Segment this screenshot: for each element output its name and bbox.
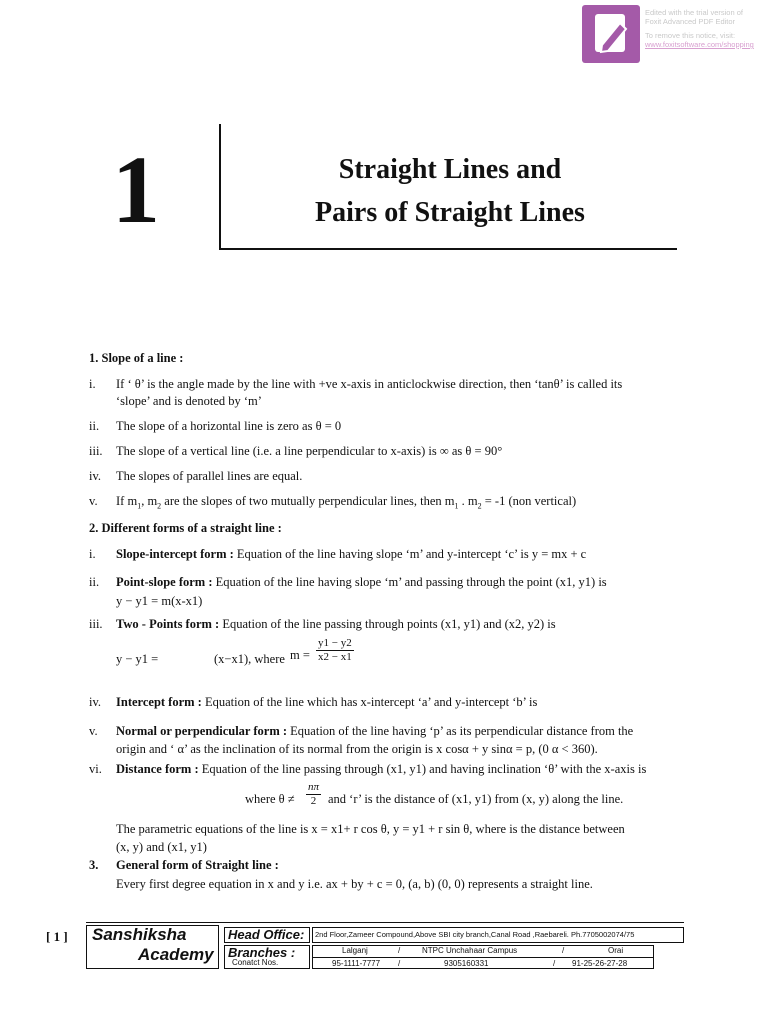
branch-name: Lalganj [342,946,368,955]
equation: y − y1 = m(x-x1) [116,594,203,608]
item-text: Intercept form : Equation of the line which has x-intercept ‘a’ and y-intercept ‘b’ is [116,695,538,709]
brand-name-line2: Academy [138,945,214,964]
contact-numbers-label: Conatct Nos. [232,958,279,967]
item-text: Slope-intercept form : Equation of the line having slope ‘m’ and y-intercept ‘c’ is y = mx + c [116,547,587,561]
fraction: $\frac{n\pi}{2}$ [308,781,320,807]
section-heading: General form of Straight line : [116,858,279,872]
equation: and ‘r’ is the distance of (x1, y1) from (x, y) along the line. [328,792,624,806]
branches-table-divider [312,957,654,958]
chapter-number: 1 [112,136,160,243]
equation: where θ ≠ [245,792,295,806]
item-number: i. [89,547,96,561]
branch-separator: / [562,946,565,955]
footer-rule [86,922,684,923]
branch-separator: / [398,946,401,955]
watermark-line: Edited with the trial version of [645,8,743,17]
equation: (x−x1), where [214,652,285,666]
item-number: vi. [89,762,102,776]
section-heading: 1. Slope of a line : [89,351,184,365]
watermark-logo [582,5,640,63]
chapter-title-line2: Pairs of Straight Lines [315,197,585,228]
item-text: Every first degree equation in x and y i.e. ax + by + c = 0, (a, b) (0, 0) represents a straight line. [116,877,593,891]
chapter-title [230,148,670,234]
head-office-label: Head Office: [224,927,310,943]
item-number: v. [89,494,98,508]
item-text: The slope of a vertical line (i.e. a line perpendicular to x-axis) is ∞ as θ = 90° [116,444,503,458]
section-heading: 2. Different forms of a straight line : [89,521,282,535]
branches-label: Branches : [224,945,310,969]
item-text: (x, y) and (x1, y1) [116,840,207,854]
phone-separator: / [553,959,556,968]
pen-edit-icon [582,5,640,63]
brand-name-line1: Sanshiksha [92,925,187,944]
fraction: $\frac{y1 - y2}{x2 - x1}$ [318,637,352,663]
phone-number: 95-1111-7777 [332,959,381,968]
watermark-line: To remove this notice, visit: [645,31,736,40]
item-text: Normal or perpendicular form : Equation of the line having ‘p’ as its perpendicular distance from the [116,724,634,738]
watermark-link[interactable]: www.foxitsoftware.com/shopping [645,40,754,49]
item-text: The slope of a horizontal line is zero as θ = 0 [116,419,342,433]
item-number: iii. [89,617,103,631]
item-number: iii. [89,444,103,458]
page-number: [ 1 ] [46,929,68,944]
item-text: If ‘ θ’ is the angle made by the line with +ve x-axis in anticlockwise direction, then ‘tanθ’ is called its [116,377,623,391]
item-text: The parametric equations of the line is x = x1+ r cos θ, y = y1 + r sin θ, where is the distance between [116,822,625,836]
equation: m = [290,648,310,662]
item-text: If $m_1$, $m_2$ are the slopes of two mutually perpendicular lines, then $m_1$ . $m_2 = -1$ (non vertical) [116,494,577,511]
branch-name: Orai [608,946,624,955]
item-text: Point-slope form : Equation of the line having slope ‘m’ and passing through the point (x1, y1) is [116,575,607,589]
item-number: ii. [89,419,100,433]
item-text: The slopes of parallel lines are equal. [116,469,303,483]
item-text: ‘slope’ and is denoted by ‘m’ [116,394,262,408]
item-number: ii. [89,575,100,589]
chapter-divider-vertical [219,124,221,248]
head-office-address: 2nd Floor,Zameer Compound,Above SBI city branch,Canal Road ,Raebareli. Ph.7705002074/75 [312,927,684,943]
item-text: Two - Points form : Equation of the line passing through points (x1, y1) and (x2, y2) is [116,617,556,631]
item-number: iv. [89,695,102,709]
watermark-notice [645,8,765,49]
equation: y − y1 = [116,652,159,666]
item-number: iv. [89,469,102,483]
item-text: origin and ‘ α’ as the inclination of its normal from the origin is x cosα + y sinα = p, (0 α < 360). [116,742,598,756]
phone-number: 9305160331 [444,959,489,968]
item-number: v. [89,724,98,738]
phone-separator: / [398,959,401,968]
item-text: Distance form : Equation of the line passing through (x1, y1) and having inclination ‘θ’ with the x-axis is [116,762,647,776]
item-number: 3. [89,858,99,872]
chapter-title-line1: Straight Lines and [338,154,562,185]
branch-name: NTPC Unchahaar Campus [422,946,518,955]
phone-number: 91-25-26-27-28 [572,959,628,968]
watermark-line: Foxit Advanced PDF Editor [645,17,736,26]
item-number: i. [89,377,96,391]
chapter-divider-horizontal [219,248,677,250]
